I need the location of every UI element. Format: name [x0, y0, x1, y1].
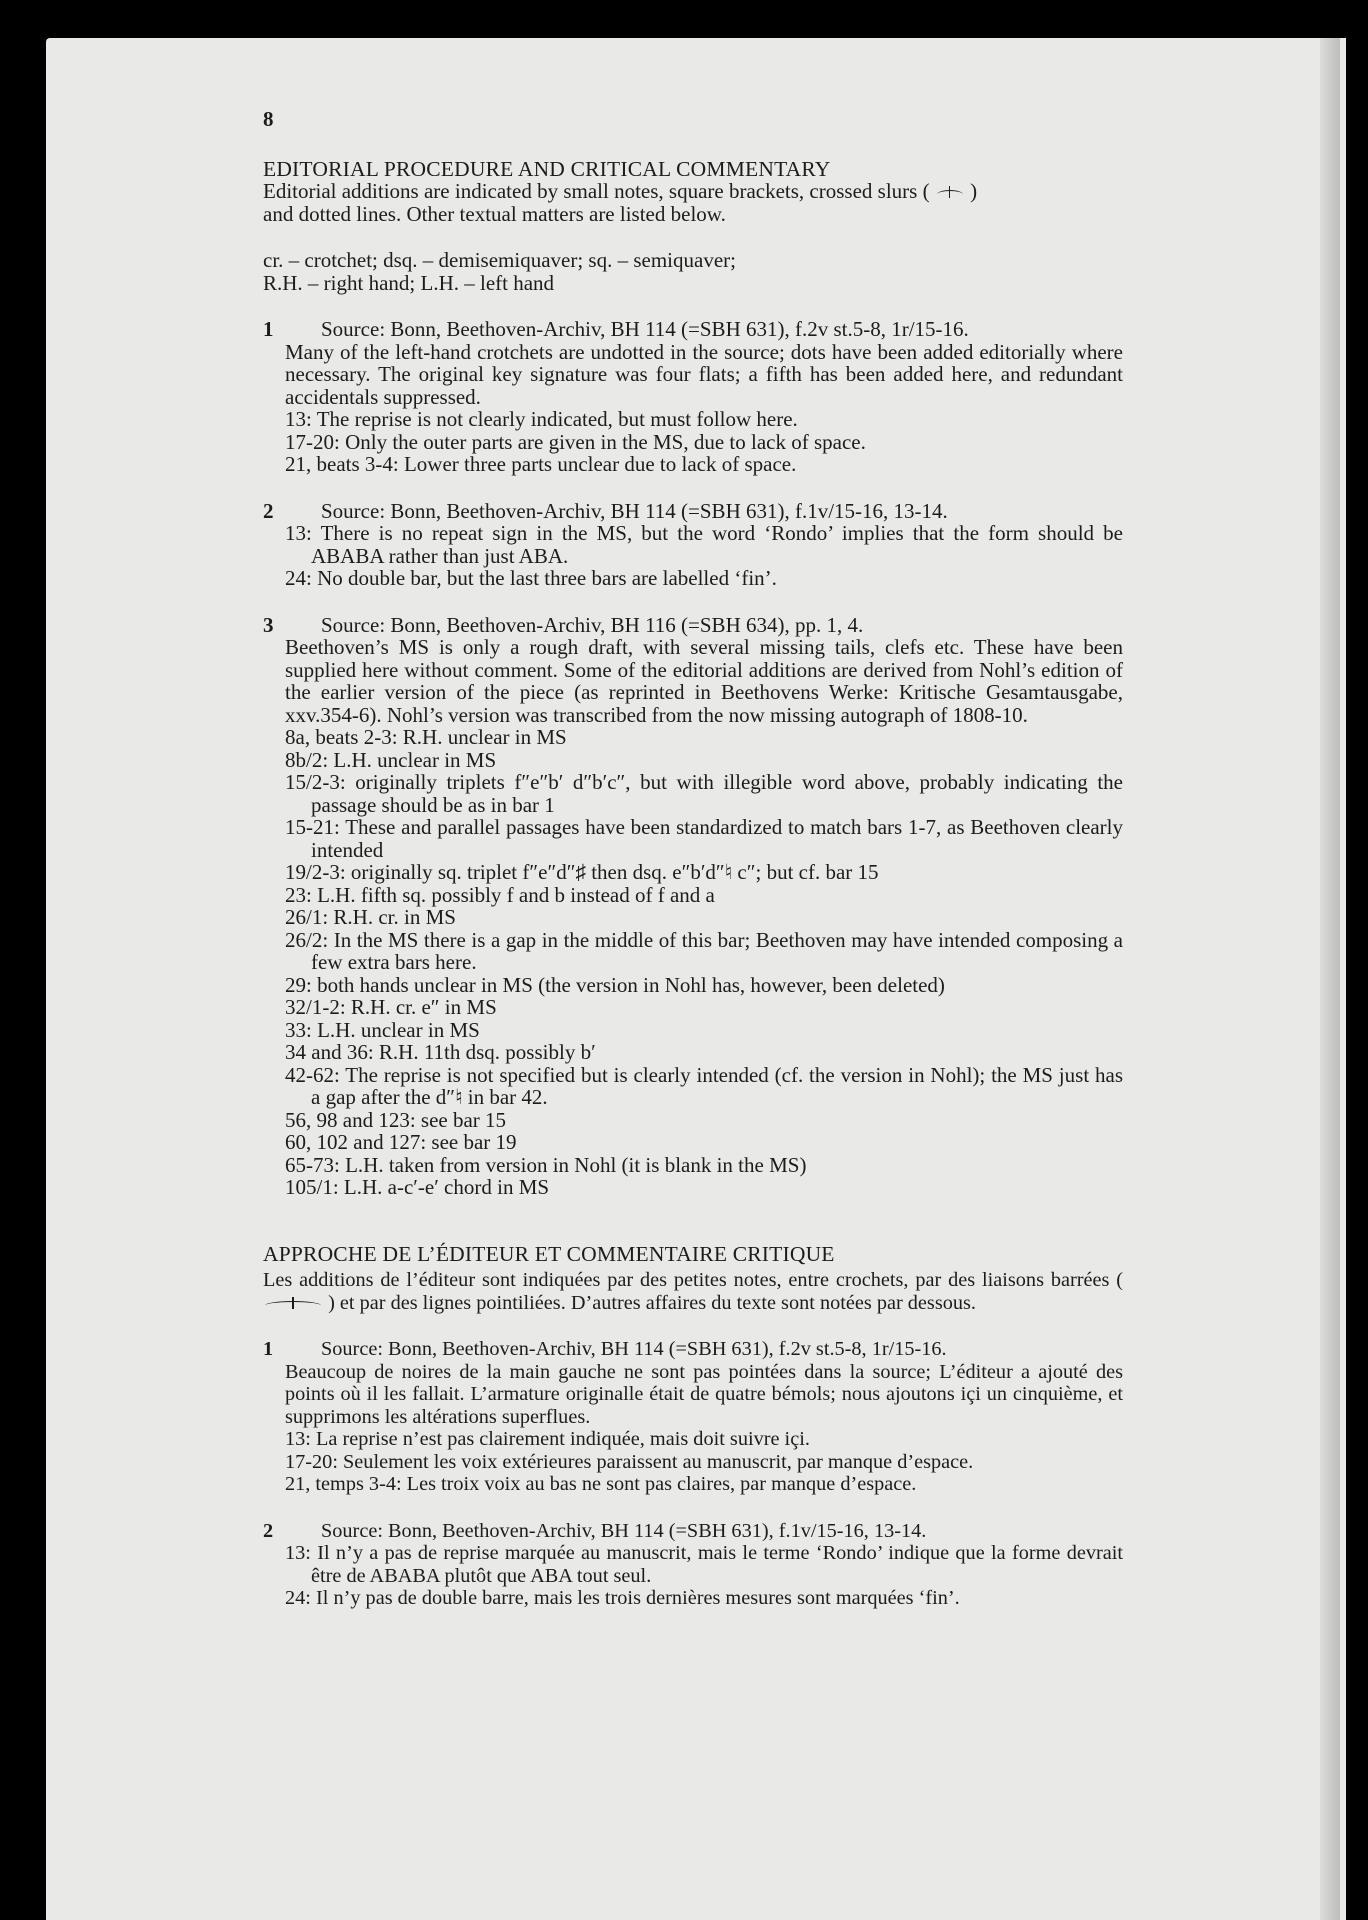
english-intro-text: Editorial additions are indicated by small notes, square brackets, crossed slurs ( [263, 179, 930, 203]
commentary-item: 13: The reprise is not clearly indicated, but must follow here. [285, 407, 798, 431]
english-intro-text-2: and dotted lines. Other textual matters are listed below. [263, 201, 726, 226]
commentary-item: 32/1-2: R.H. cr. e″ in MS [285, 995, 497, 1019]
commentary-item: 42-62: The reprise is not specified but is clearly intended (cf. the version in Nohl); the MS just has a gap after the d″♮ in bar 42. [285, 1062, 1123, 1109]
section-number: 3 [263, 612, 274, 637]
commentary-item: 105/1: L.H. a-c′-e′ chord in MS [285, 1175, 550, 1199]
section-source [263, 500, 1123, 523]
source-line: Source: Bonn, Beethoven-Archiv, BH 114 (=SBH 631), f.1v/15-16, 13-14. [321, 498, 948, 523]
source-line: Source: Bonn, Beethoven-Archiv, BH 114 (=SBH 631), f.2v st.5-8, 1r/15-16. [321, 317, 969, 341]
commentary-item: 65-73: L.H. taken from version in Nohl (it is blank in the MS) [285, 1152, 807, 1177]
section-number: 1 [263, 1338, 274, 1360]
commentary-item: 8a, beats 2-3: R.H. unclear in MS [285, 725, 567, 749]
french-intro-text-2: ) et par des lignes pointiliées. D’autres affaires du texte sont notées par dessous. [328, 1291, 976, 1314]
commentary-items [263, 522, 1123, 590]
commentary-item: 13: La reprise n’est pas clairement indiquée, mais doit suivre içi. [285, 1428, 810, 1450]
commentary-items [263, 1542, 1123, 1610]
english-intro-close: ) [970, 179, 978, 203]
french-intro-text: Les additions de l’éditeur sont indiquées par des petites notes, entre crochets, par des liaisons barrées ( [263, 1269, 1123, 1291]
commentary-item: 24: Il n’y pas de double barre, mais les trois dernières mesures sont marquées ‘fin’. [285, 1587, 960, 1609]
commentary-item: 21, beats 3-4: Lower three parts unclear due to lack of space. [285, 452, 797, 476]
english-section-2 [263, 500, 1123, 590]
commentary-item: 24: No double bar, but the last three bars are labelled ‘fin’. [285, 566, 777, 590]
commentary-items [263, 726, 1123, 1199]
section-source [263, 1338, 1123, 1361]
commentary-item: 60, 102 and 127: see bar 19 [285, 1130, 517, 1154]
section-source [263, 1520, 1123, 1543]
french-intro [263, 1269, 1123, 1314]
commentary-item: 29: both hands unclear in MS (the version in Nohl has, however, been deleted) [285, 972, 945, 997]
commentary-item: 56, 98 and 123: see bar 15 [285, 1107, 507, 1132]
commentary-item: 34 and 36: R.H. 11th dsq. possibly b′ [285, 1040, 596, 1064]
commentary-item: 13: There is no repeat sign in the MS, but the word ‘Rondo’ implies that the form should be ABABA rather than just ABA. [285, 521, 1123, 568]
english-section-3 [263, 614, 1123, 1199]
commentary-item: 15-21: These and parallel passages have been standardized to match bars 1-7, as Beethoven clearly intended [285, 815, 1123, 862]
abbreviation-line: cr. – crotchet; dsq. – demisemiquaver; sq. – semiquaver; [263, 248, 736, 272]
section-number: 2 [263, 498, 274, 523]
commentary-item: 15/2-3: originally triplets f″e″b′ d″b′c″, but with illegible word above, probably indicating the passage should be as in bar 1 [285, 770, 1123, 817]
english-heading: EDITORIAL PROCEDURE AND CRITICAL COMMENTARY [263, 156, 831, 181]
page-number: 8 [263, 107, 274, 131]
source-line: Source: Bonn, Beethoven-Archiv, BH 116 (=SBH 634), pp. 1, 4. [321, 612, 864, 637]
section-text: Beaucoup de noires de la main gauche ne sont pas pointées dans la source; L’éditeur a ajouté des points où il les fallait. L’armature originalle était de quatre bémols; nous ajoutons içi un cinquième, et supprimons les altérations superflues. [285, 1360, 1123, 1428]
commentary-item: 26/1: R.H. cr. in MS [285, 905, 456, 929]
commentary-item: 26/2: In the MS there is a gap in the middle of this bar; Beethoven may have intended composing a few extra bars here. [285, 927, 1123, 974]
commentary-item: 17-20: Only the outer parts are given in the MS, due to lack of space. [285, 429, 866, 454]
french-commentary [263, 1243, 1123, 1610]
source-line: Source: Bonn, Beethoven-Archiv, BH 114 (=SBH 631), f.1v/15-16, 13-14. [321, 1519, 927, 1542]
commentary-items [263, 408, 1123, 476]
commentary-item: 23: L.H. fifth sq. possibly f and b instead of f and a [285, 882, 715, 907]
section-number: 2 [263, 1519, 274, 1542]
abbreviations [263, 249, 1123, 294]
abbreviation-line: R.H. – right hand; L.H. – left hand [263, 270, 555, 295]
source-line: Source: Bonn, Beethoven-Archiv, BH 114 (=SBH 631), f.2v st.5-8, 1r/15-16. [321, 1338, 947, 1360]
english-intro [263, 180, 1123, 225]
crossed-slur-icon [263, 1298, 323, 1310]
section-text: Beethoven’s MS is only a rough draft, with several missing tails, clefs etc. These have been supplied here without comment. Some of the editorial additions are derived from Nohl’s edition of the earlier version of the piece (as reprinted in Beethovens Werke: Kritische Gesamtausgabe, xxv.354-6). Nohl’s version was transcribed from the now missing autograph of 1808-10. [285, 635, 1123, 727]
commentary-item: 8b/2: L.H. unclear in MS [285, 747, 497, 772]
english-section-1 [263, 318, 1123, 476]
commentary-item: 21, temps 3-4: Les troix voix au bas ne sont pas claires, par manque d’espace. [285, 1473, 917, 1495]
crossed-slur-icon [935, 187, 965, 199]
section-number: 1 [263, 317, 274, 341]
page-edge [1320, 38, 1340, 1920]
commentary-item: 19/2-3: originally sq. triplet f″e″d″♯ then dsq. e″b′d″♮ c″; but cf. bar 15 [285, 860, 879, 884]
french-section-2 [263, 1520, 1123, 1610]
section-source [263, 614, 1123, 637]
section-source [263, 318, 1123, 341]
commentary-page-content [263, 108, 1123, 1610]
commentary-item: 17-20: Seulement les voix extérieures paraissent au manuscrit, par manque d’espace. [285, 1450, 974, 1473]
commentary-item: 13: Il n’y a pas de reprise marquée au manuscrit, mais le terme ‘Rondo’ indique que la forme devrait être de ABABA plutôt que ABA tout seul. [285, 1542, 1123, 1587]
commentary-item: 33: L.H. unclear in MS [285, 1017, 480, 1042]
french-heading: APPROCHE DE L’ÉDITEUR ET COMMENTAIRE CRITIQUE [263, 1241, 835, 1266]
french-section-1 [263, 1338, 1123, 1496]
commentary-items [263, 1428, 1123, 1496]
section-text: Many of the left-hand crotchets are undotted in the source; dots have been added editorially where necessary. The original key signature was four flats; a fifth has been added here, and redundant accidentals suppressed. [285, 339, 1123, 409]
